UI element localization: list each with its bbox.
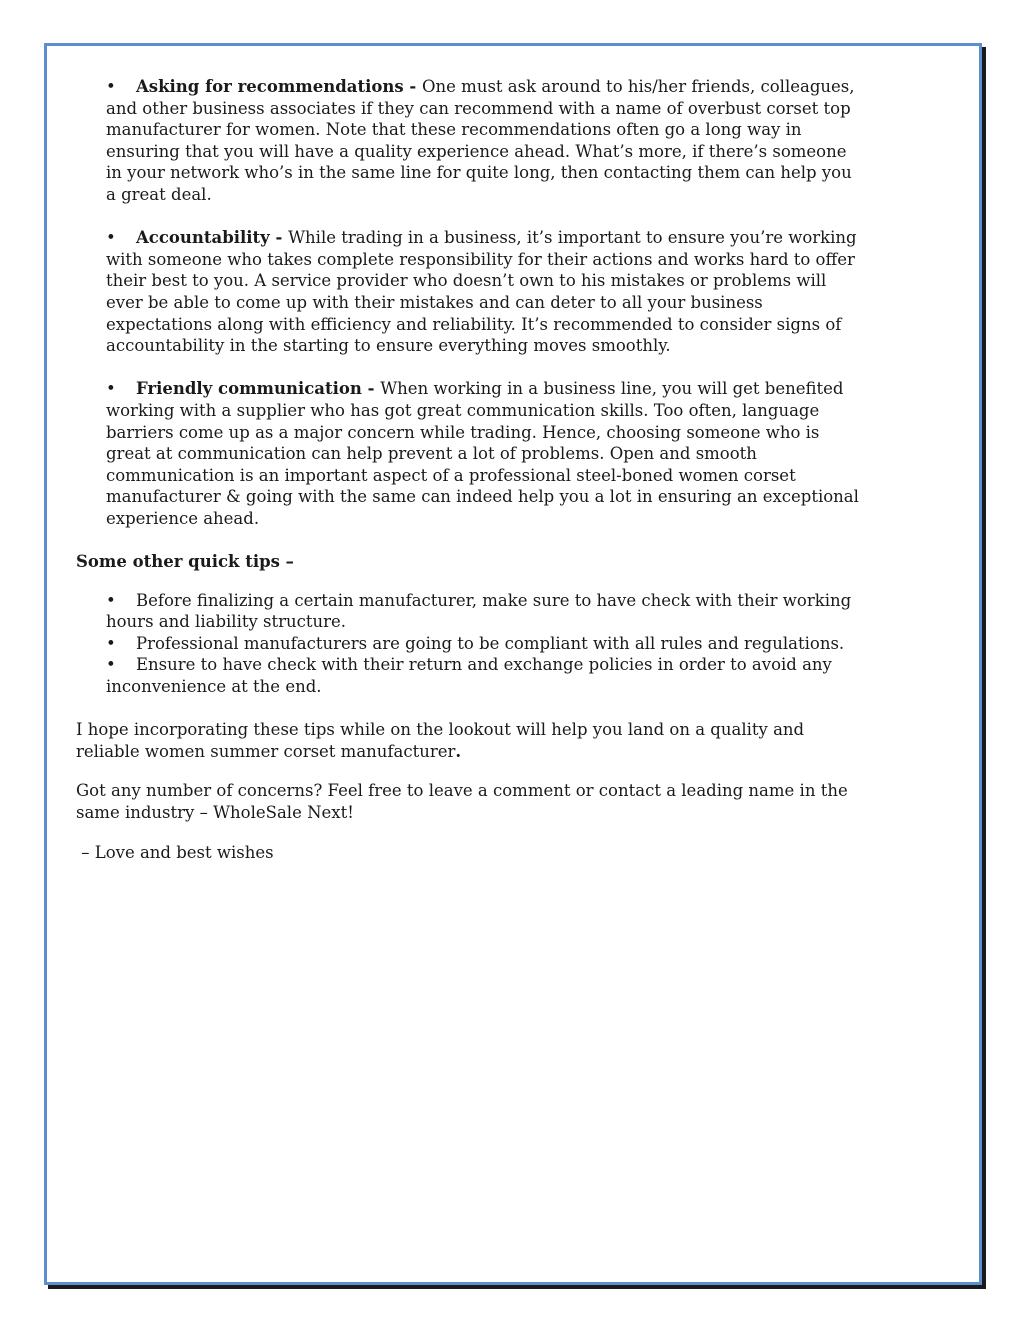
closing-paragraph	[76, 719, 866, 762]
bullet-marker: •	[106, 633, 116, 653]
closing-line-1: I hope incorporating these tips while on the lookout will help you land on a quality and	[76, 720, 805, 740]
bullet-marker: •	[106, 77, 116, 96]
contact-paragraph: Got any number of concerns? Feel free to leave a comment or contact a leading name in the same industry – WholeSale Next!	[76, 781, 848, 822]
document-body	[76, 76, 866, 881]
bullet-marker: •	[106, 590, 116, 610]
bullet-text: While trading in a business, it’s important to ensure you’re working with someone who takes complete responsibility for their actions and works hard to offer their best to you. A service provider who doesn’t own to his mistakes or problems will ever be able to come up with their mistakes and can deter to all your business expectations along with efficiency and reliability. It’s recommended to consider signs of accountability in the starting to ensure everything moves smoothly.	[106, 228, 857, 356]
closing-period: .	[455, 741, 462, 761]
tip-text: Before finalizing a certain manufacturer, make sure to have check with their working hours and liability structure.	[106, 590, 852, 632]
bullet-marker: •	[106, 379, 116, 399]
list-item	[106, 633, 866, 655]
closing-line-2: reliable women summer corset manufacturer	[76, 741, 456, 761]
bullet-communication	[106, 378, 866, 529]
bullet-recommendations	[106, 76, 866, 206]
list-item	[106, 654, 866, 697]
bullet-title: Friendly communication -	[136, 379, 381, 399]
list-item	[106, 590, 866, 633]
bullet-title: Asking for recommendations -	[136, 77, 423, 96]
tip-text: Professional manufacturers are going to be compliant with all rules and regulations.	[136, 633, 845, 653]
tips-list	[76, 590, 866, 698]
bullet-marker: •	[106, 228, 116, 248]
bullet-accountability	[106, 227, 866, 357]
tip-text: Ensure to have check with their return and exchange policies in order to avoid any inconvenience at the end.	[106, 655, 832, 697]
signoff: – Love and best wishes	[76, 842, 274, 862]
section-heading: Some other quick tips –	[76, 552, 294, 572]
bullet-text: One must ask around to his/her friends, colleagues, and other business associates if they can recommend with a name of overbust corset top manufacturer for women. Note that these recommendations often go a long way in ensuring that you will have a quality experience ahead. What’s more, if there’s someone in your network who’s in the same line for quite long, then contacting them can help you a great deal.	[106, 77, 855, 204]
bullet-title: Accountability -	[136, 228, 289, 248]
bullet-text: When working in a business line, you will get benefited working with a supplier who has got great communication skills. Too often, language barriers come up as a major concern while trading. Hence, choosing someone who is great at communication can help prevent a lot of problems. Open and smooth communication is an important aspect of a professional steel-boned women corset manufacturer & going with the same can indeed help you a lot in ensuring an exceptional experience ahead.	[106, 379, 859, 528]
bullet-marker: •	[106, 655, 116, 675]
